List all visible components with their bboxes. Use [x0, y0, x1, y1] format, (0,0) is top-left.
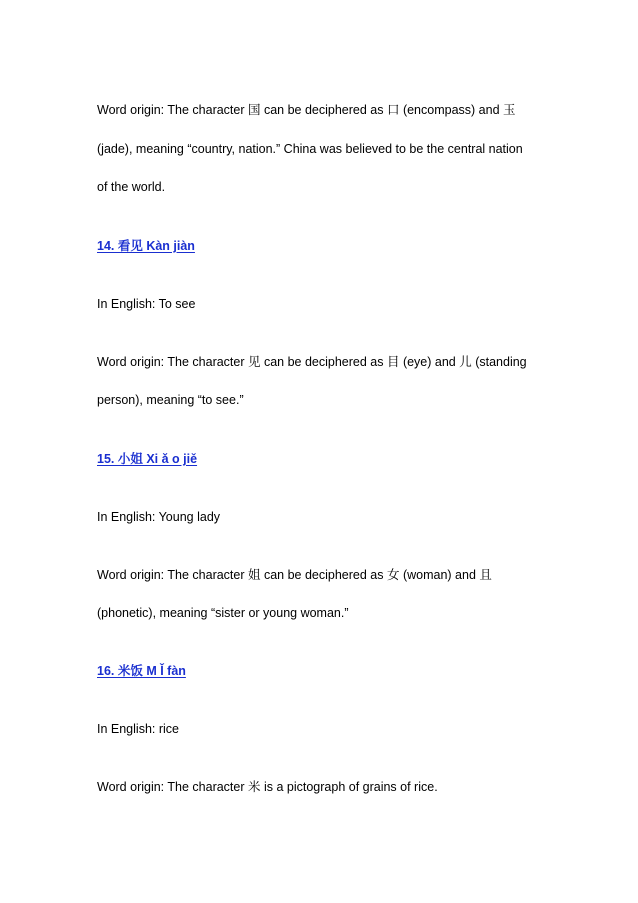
entry-15-english: In English: Young lady: [97, 510, 221, 524]
entry-13-origin-line-3: of the world.: [97, 180, 166, 194]
entry-14-english: In English: To see: [97, 297, 196, 311]
entry-14-heading-link[interactable]: 14. 看见 Kàn jiàn: [97, 239, 195, 253]
entry-16-origin-line-1: Word origin: The character 米 is a pictograph of grains of rice.: [97, 780, 438, 794]
entry-16-heading-link[interactable]: 16. 米饭 M Ǐ fàn: [97, 664, 186, 678]
entry-14-origin-line-2: person), meaning “to see.”: [97, 393, 244, 407]
entry-14-origin-line-1: Word origin: The character 见 can be deciphered as 目 (eye) and 儿 (standing: [97, 355, 527, 369]
entry-13-origin-line-2: (jade), meaning “country, nation.” China was believed to be the central nation: [97, 142, 523, 156]
entry-15-origin-line-1: Word origin: The character 姐 can be deciphered as 女 (woman) and 且: [97, 568, 492, 582]
entry-15-origin-line-2: (phonetic), meaning “sister or young woman.”: [97, 606, 349, 620]
entry-16-english: In English: rice: [97, 722, 179, 736]
entry-13-origin-line-1: Word origin: The character 国 can be deciphered as 口 (encompass) and 玉: [97, 103, 516, 117]
entry-15-heading-link[interactable]: 15. 小姐 Xi ǎ o jiě: [97, 452, 198, 466]
